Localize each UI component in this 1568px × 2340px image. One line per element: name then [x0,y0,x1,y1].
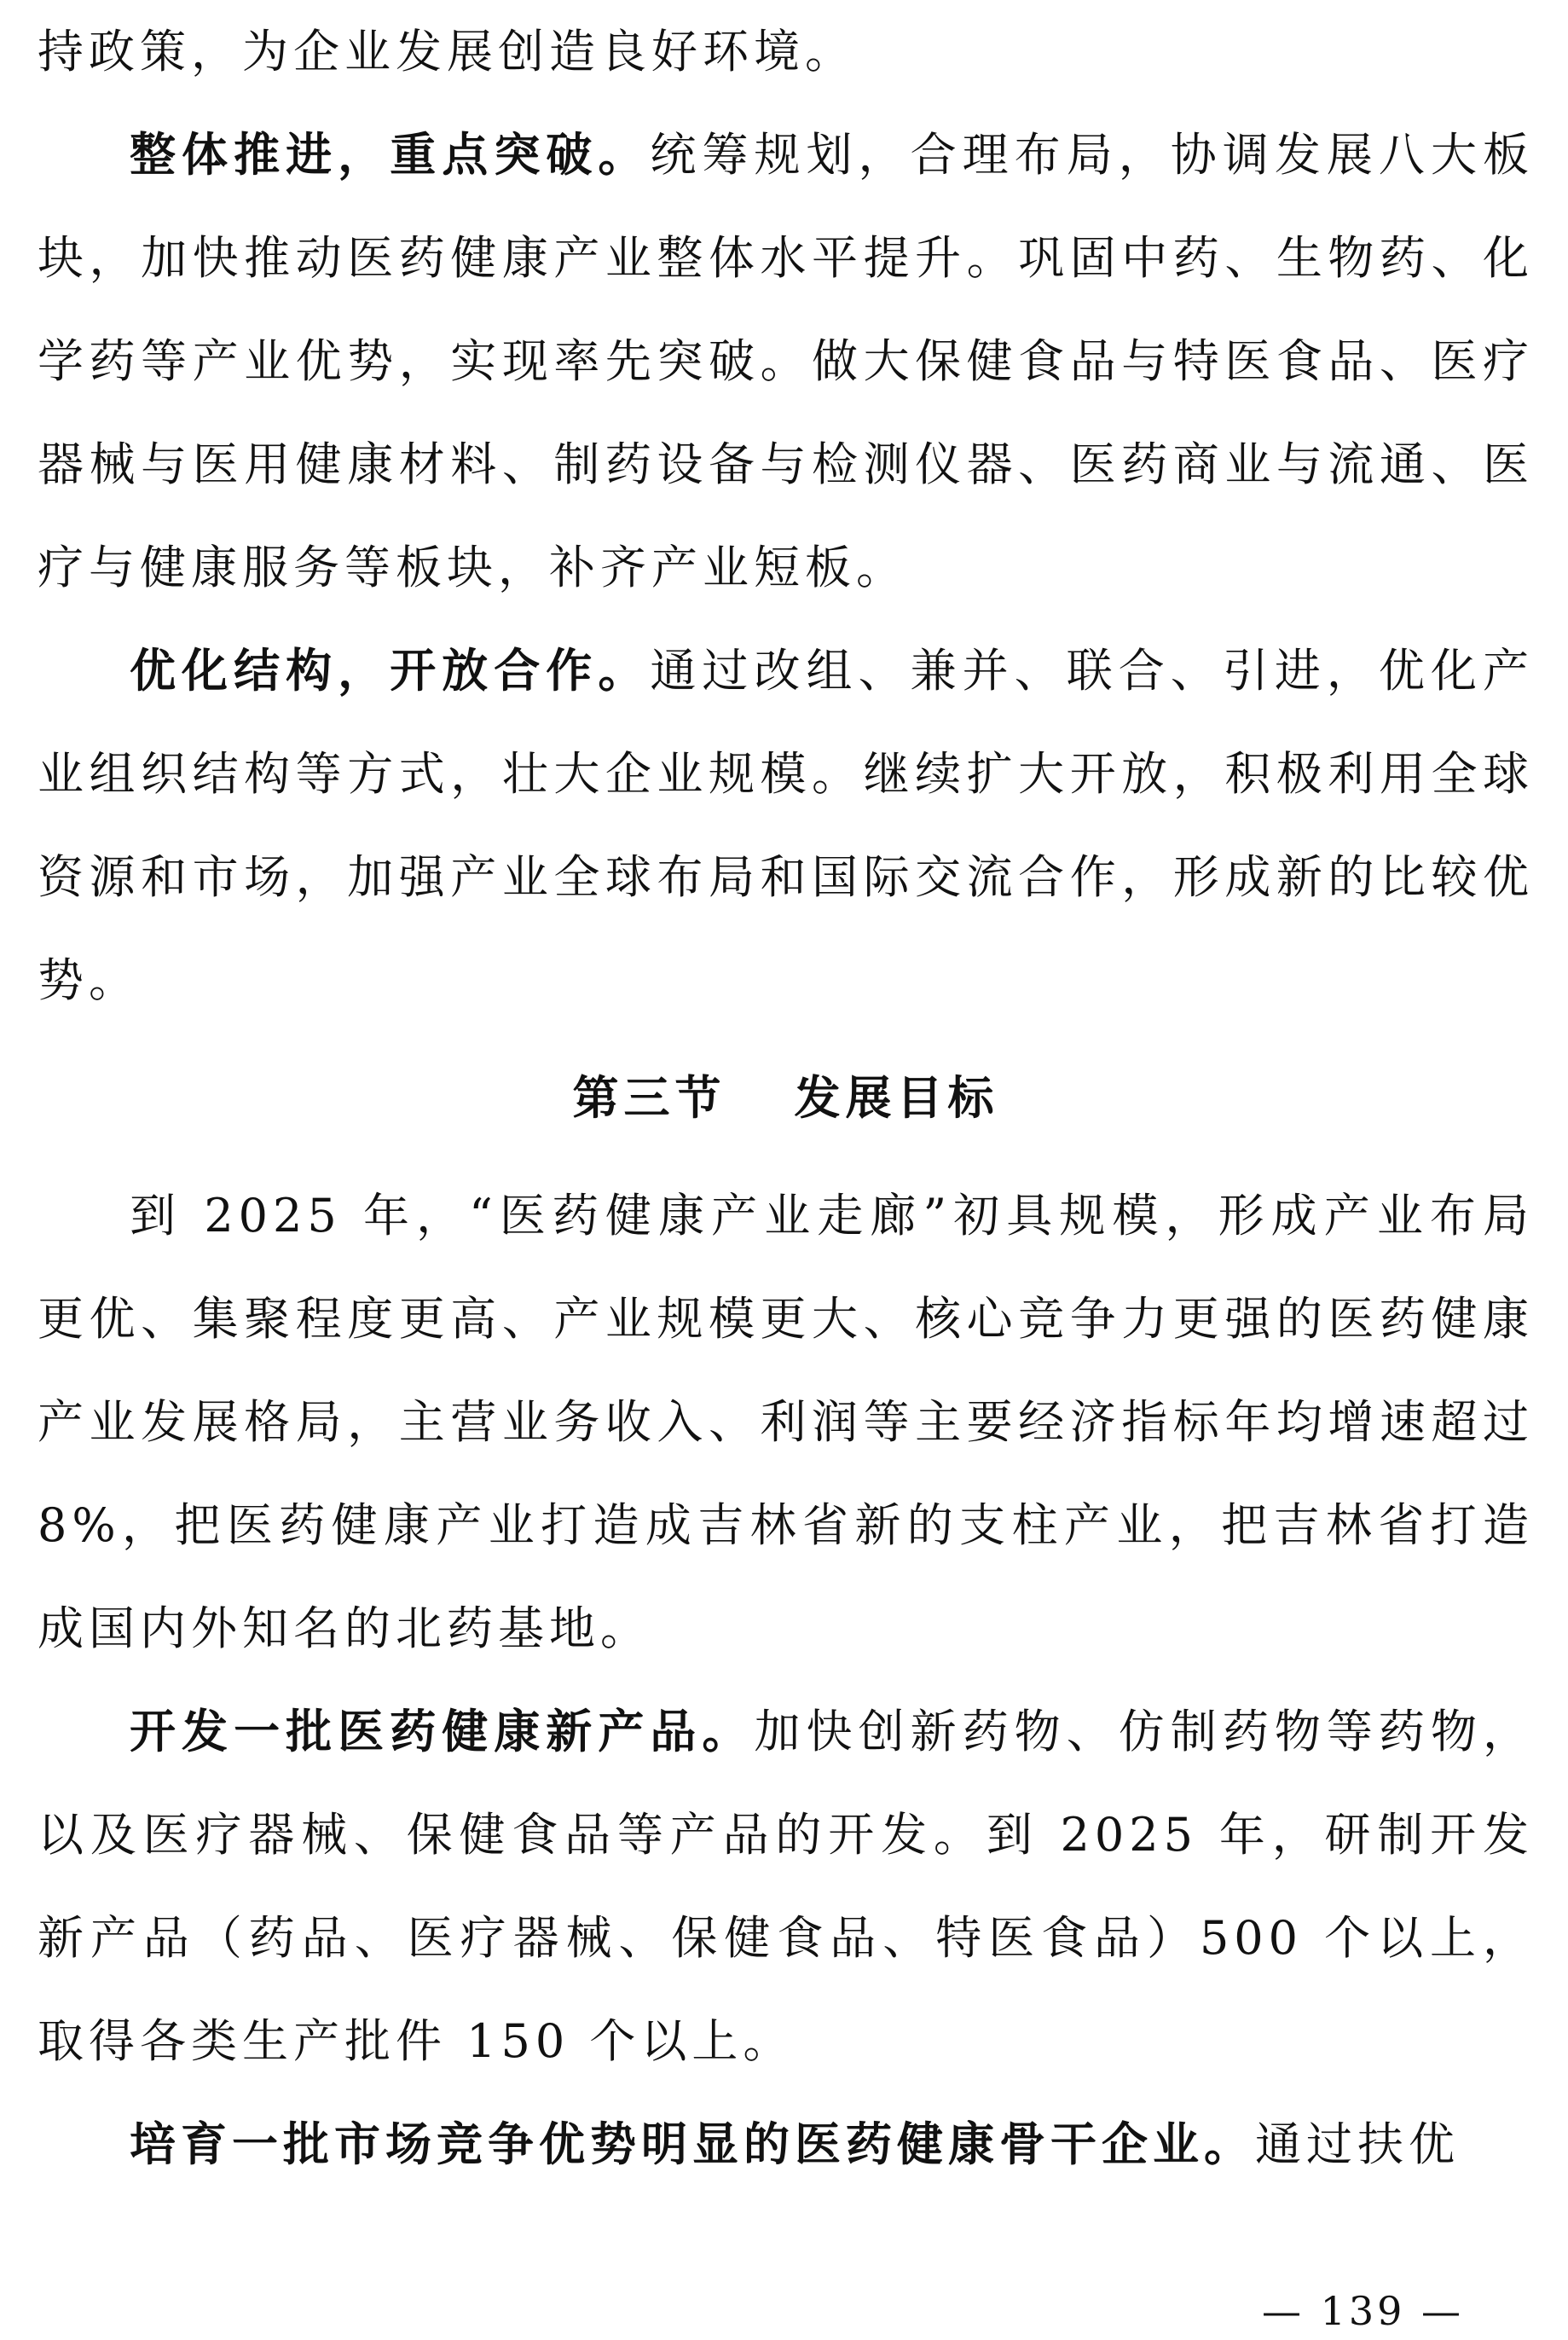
paragraph [38,0,1534,103]
body-text [38,0,1534,2196]
paragraph-text: 通过改组、兼并、联合、引进，优化产业组织结构等方式，壮大企业规模。继续扩大开放，积极利用全球资源和市场，加强产业全球布局和国际交流合作，形成新的比较优势。 [38,644,1535,1007]
paragraph [38,1164,1534,1680]
paragraph-lead: 优化结构，开放合作。 [130,643,651,698]
section-number: 第三节 [572,1070,726,1125]
paragraph-text: 到 2025 年，“医药健康产业走廊”初具规模，形成产业布局更优、集聚程度更高、产业规模更大、核心竞争力更强的医药健康产业发展格局，主营业务收入、利润等主要经济指标年均增速超过 8%，把医药健康产业打造成吉林省新的支柱产业，把吉林省打造成国内外知名的北药基地。 [38,1189,1534,1655]
page-number: — 139 — [1262,2288,1465,2334]
paragraph-text: 统筹规划，合理布局，协调发展八大板块，加快推动医药健康产业整体水平提升。巩固中药、生物药、化学药等产业优势，实现率先突破。做大保健食品与特医食品、医疗器械与医用健康材料、制药设备与检测仪器、医药商业与流通、医疗与健康服务等板块，补齐产业短板。 [38,128,1535,594]
paragraph-text: 加快创新药物、仿制药物等药物，以及医疗器械、保健食品等产品的开发。到 2025 年，研制开发新产品（药品、医疗器械、保健食品、特医食品）500 个以上，取得各类生产批件 150 个以上。 [38,1705,1535,2068]
paragraph-text: 持政策，为企业发展创造良好环境。 [38,25,856,78]
paragraph [38,103,1534,619]
paragraph [38,2093,1534,2196]
paragraph-lead: 培育一批市场竞争优势明显的医药健康骨干企业。 [130,2117,1255,2171]
paragraph [38,619,1534,1032]
paragraph-group-top [38,0,1534,1032]
paragraph [38,1680,1534,2093]
section-title: 发展目标 [794,1070,999,1125]
paragraph-text: 通过扶优 [1255,2117,1460,2171]
paragraph-lead: 整体推进，重点突破。 [130,127,651,182]
paragraph-lead: 开发一批医药健康新产品。 [130,1704,755,1758]
paragraph-group-bottom [38,1164,1534,2196]
section-heading [38,1032,1534,1164]
